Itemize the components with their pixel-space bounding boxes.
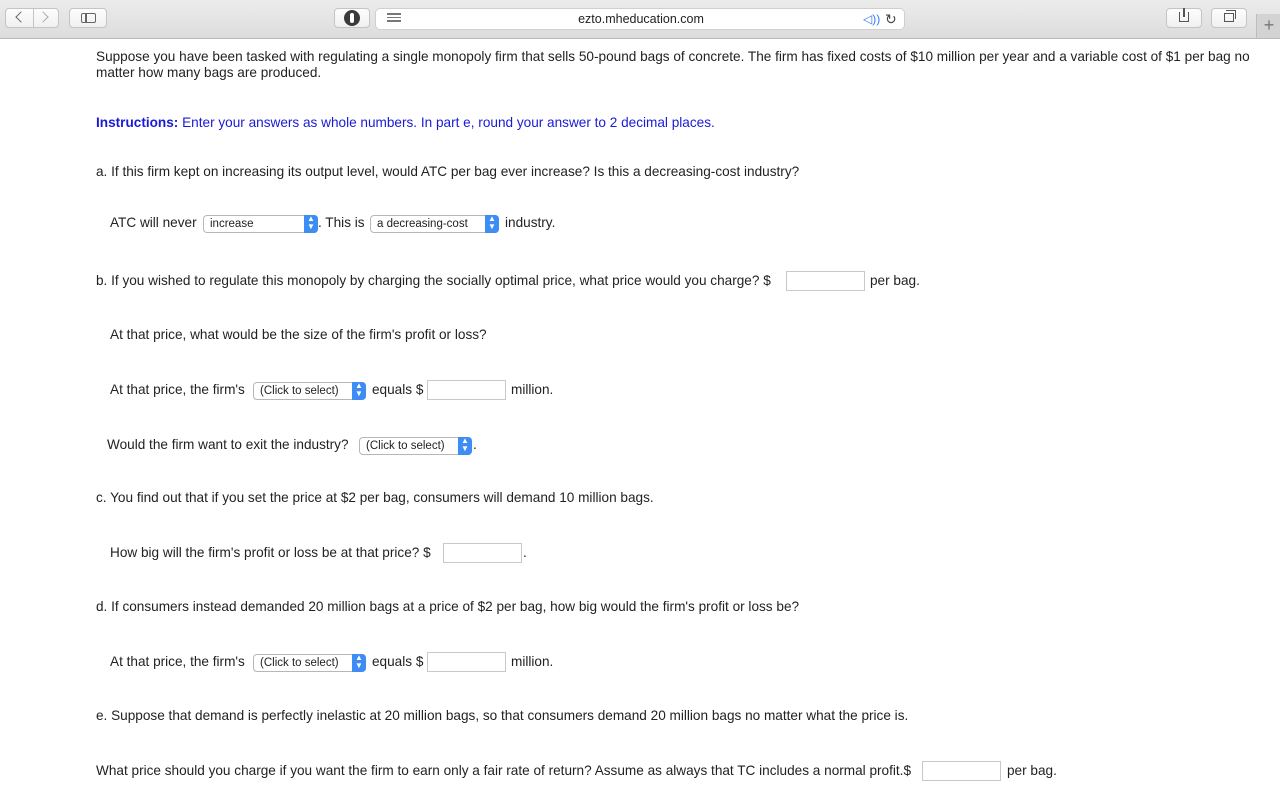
forward-arrow-icon [37,11,48,22]
part-b-profit-loss-select-value: (Click to select) [260,385,339,397]
privacy-shield-icon [344,10,360,26]
instructions-text: Enter your answers as whole numbers. In part e, round your answer to 2 decimal places. [182,115,715,130]
part-a-lead: ATC will never [110,215,197,230]
part-a-prompt: a. If this firm kept on increasing its output level, would ATC per bag ever increase? Is this a decreasing-cost industry? [96,164,800,179]
privacy-button[interactable] [334,8,370,28]
atc-select-value: increase [210,218,254,230]
part-b-profit-loss-select[interactable] [253,382,366,400]
atc-select[interactable] [203,215,318,233]
part-e-prompt: e. Suppose that demand is perfectly inelastic at 20 million bags, so that consumers demand 20 million bags no matter what the price is. [96,708,909,723]
part-d-prompt: d. If consumers instead demanded 20 million bags at a price of $2 per bag, how big would the firm's profit or loss be? [96,599,800,614]
back-button[interactable] [6,9,34,27]
part-c-tail: . [523,545,527,560]
share-icon [1179,12,1189,22]
part-b-prompt: b. If you wished to regulate this monopoly by charging the socially optimal price, what price would you charge? $ [96,273,771,288]
part-d-equals: equals $ [372,654,424,669]
part-d-firm-lead: At that price, the firm's [110,654,245,669]
nav-button-group [5,8,59,28]
instructions-label: Instructions: [96,115,179,130]
question-intro: Suppose you have been tasked with regulating a single monopoly firm that sells 50-pound bags of concrete. The firm has fixed costs of $10 million per year and a variable cost of $1 per bag no matter how many bags are produced. [96,49,1250,80]
part-b-unit: per bag. [870,273,920,288]
part-a-tail: industry. [505,215,556,230]
part-c-question: How big will the firm's profit or loss be at that price? $ [110,545,431,560]
audio-icon[interactable]: ◁)) [863,12,881,26]
instructions [96,115,715,131]
part-b-firm-lead: At that price, the firm's [110,382,245,397]
select-chevron-icon: ▲ ▼ [352,382,366,400]
page-content [0,39,1280,800]
industry-type-select[interactable] [370,215,499,233]
exit-tail: . [473,437,477,452]
part-d-profit-loss-select-value: (Click to select) [260,657,339,669]
part-a-mid: . This is [318,215,365,230]
part-e-price-input[interactable] [922,761,1001,781]
exit-question: Would the firm want to exit the industry? [107,437,349,452]
exit-industry-select[interactable] [359,437,472,455]
tabs-icon [1224,13,1234,22]
browser-toolbar [0,0,1280,39]
part-e-question: What price should you charge if you want the firm to earn only a fair rate of return? Assume as always that TC includes a normal profit.$ [96,763,912,778]
industry-type-select-value: a decreasing-cost [377,218,468,230]
new-tab-icon[interactable]: + [1256,14,1280,38]
part-d-million: million. [511,654,554,669]
part-b-amount-input[interactable] [427,380,506,400]
forward-button[interactable] [33,9,60,27]
back-arrow-icon [15,11,26,22]
sidebar-button[interactable] [69,8,107,28]
socially-optimal-price-input[interactable] [786,271,865,291]
select-chevron-icon: ▲ ▼ [352,654,366,672]
sidebar-icon [81,13,96,23]
select-chevron-icon: ▲ ▼ [304,215,318,233]
select-chevron-icon: ▲ ▼ [485,215,499,233]
part-c-prompt: c. You find out that if you set the price at $2 per bag, consumers will demand 10 million bags. [96,490,654,505]
part-c-profit-input[interactable] [443,543,522,563]
reload-icon[interactable]: ↻ [885,11,897,27]
part-d-profit-loss-select[interactable] [253,654,366,672]
share-button[interactable] [1166,8,1202,28]
part-e-unit: per bag. [1007,763,1057,778]
part-b-million: million. [511,382,554,397]
part-b-followup: At that price, what would be the size of the firm's profit or loss? [110,327,487,342]
part-d-amount-input[interactable] [427,652,506,672]
address-bar[interactable] [375,8,905,30]
exit-industry-select-value: (Click to select) [366,440,445,452]
select-chevron-icon: ▲ ▼ [458,437,472,455]
part-b-equals: equals $ [372,382,424,397]
address-url[interactable]: ezto.mheducation.com [578,12,704,26]
tabs-button[interactable] [1211,8,1247,28]
